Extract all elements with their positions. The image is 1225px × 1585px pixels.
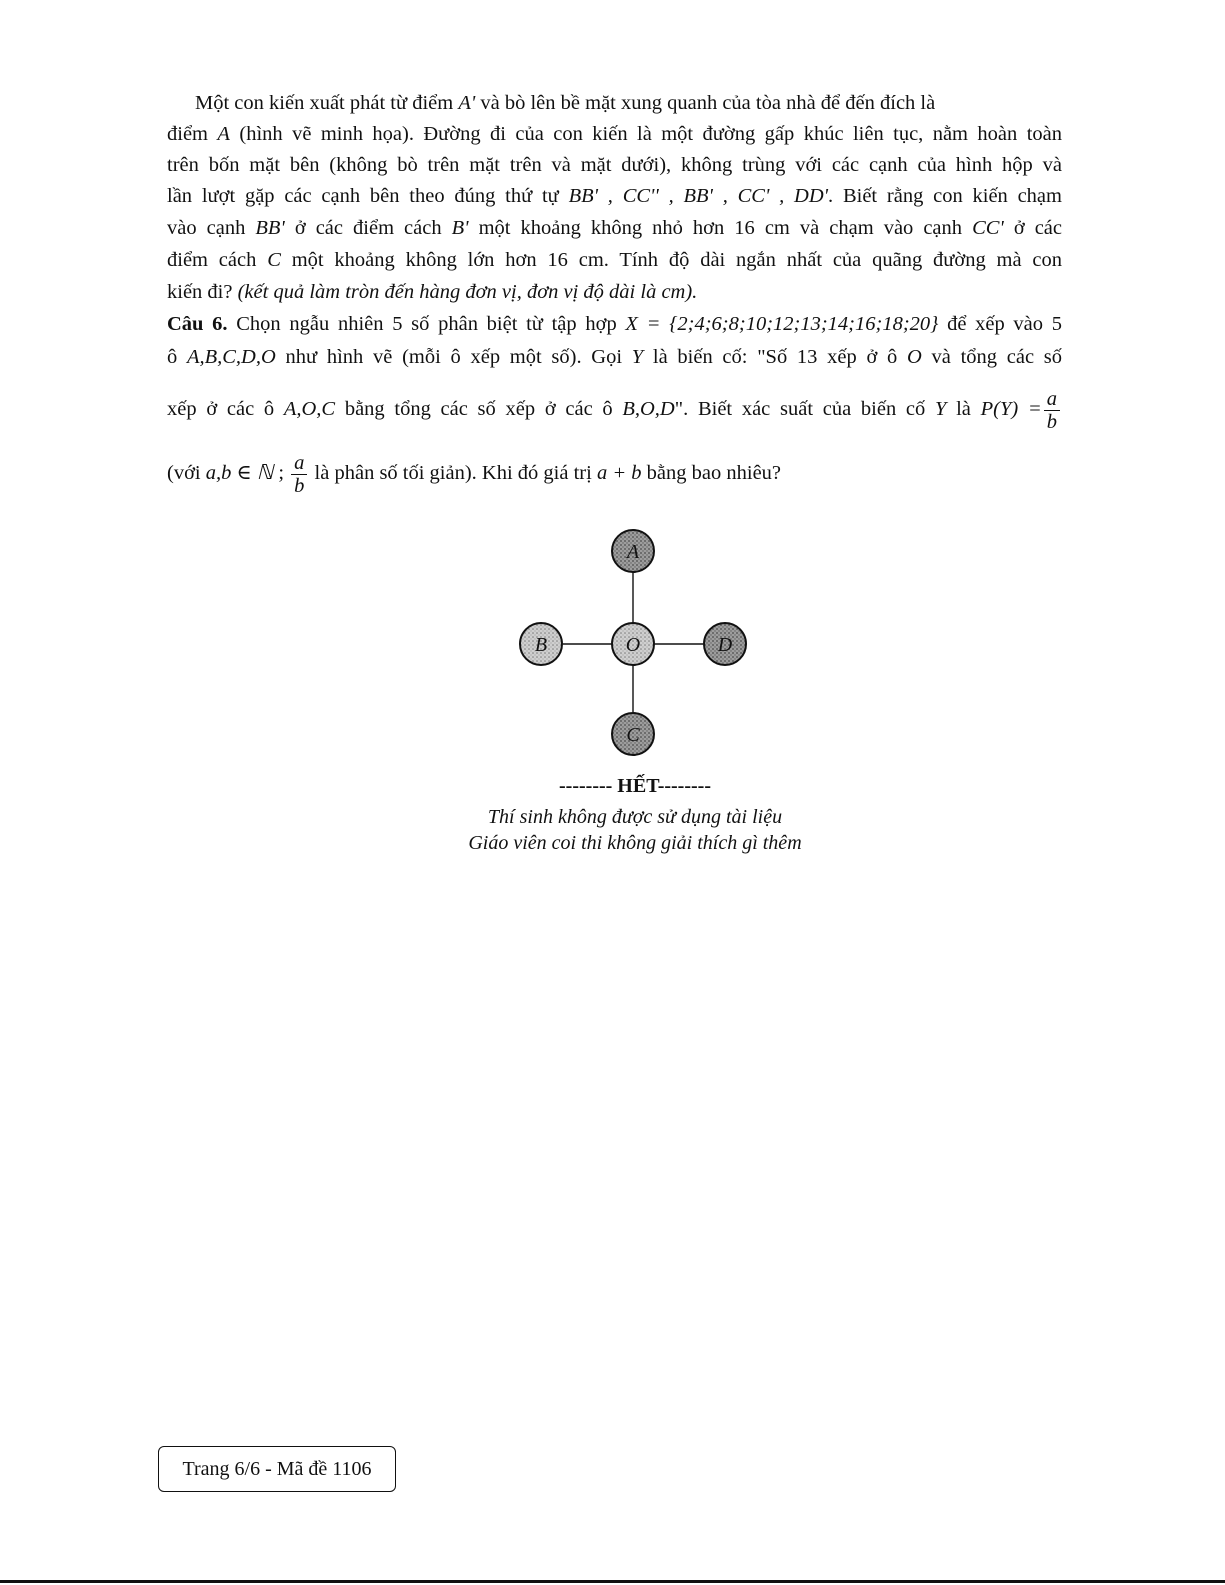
text: kiến đi? bbox=[167, 281, 238, 303]
text: xếp ở các ô bbox=[167, 398, 284, 420]
text: . Biết rằng con kiến chạm bbox=[828, 185, 1062, 207]
text: là biến cố: "Số 13 xếp ở ô bbox=[643, 346, 907, 368]
paragraph-line-2 bbox=[167, 119, 1062, 149]
text: là bbox=[946, 398, 981, 420]
fraction-numerator: a bbox=[291, 452, 307, 475]
paragraph-line-4 bbox=[167, 181, 1062, 211]
node-a bbox=[612, 530, 654, 572]
node-b bbox=[520, 623, 562, 665]
node-label-b: B bbox=[534, 634, 548, 656]
text: ". Biết xác suất của biến cố bbox=[674, 398, 935, 420]
math-text: X = {2;4;6;8;10;12;13;14;16;18;20} bbox=[625, 313, 939, 335]
text: điểm bbox=[167, 123, 218, 145]
text: một khoảng không lớn hơn 16 cm. Tính độ dài ngắn nhất của quãng đường mà con bbox=[280, 249, 1062, 271]
math-text: BB' , CC'' , BB' , CC' , DD' bbox=[568, 185, 829, 207]
node-c bbox=[612, 713, 654, 755]
math-text: B' bbox=[451, 217, 469, 239]
end-note-1: Thí sinh không được sử dụng tài liệu bbox=[487, 806, 783, 828]
text: ô bbox=[167, 346, 187, 368]
fraction-numerator: a bbox=[1044, 388, 1060, 411]
question-6-line-1 bbox=[167, 309, 1062, 339]
text: để xếp vào 5 bbox=[938, 313, 1062, 335]
end-marker: -------- HẾT-------- bbox=[559, 775, 711, 797]
text: vào cạnh bbox=[167, 217, 256, 239]
math-text: BB' bbox=[255, 217, 285, 239]
text: và tổng các số bbox=[921, 346, 1063, 368]
paragraph-line-6 bbox=[167, 245, 1062, 275]
cross-diagram bbox=[500, 520, 760, 770]
text: điểm cách bbox=[167, 249, 268, 271]
fraction-denominator: b bbox=[294, 474, 305, 497]
text: ở các bbox=[1003, 217, 1062, 239]
node-label-c: C bbox=[626, 724, 640, 746]
node-label-d: D bbox=[717, 634, 733, 656]
node-d bbox=[704, 623, 746, 665]
text: (với bbox=[167, 462, 206, 484]
paragraph-line-7 bbox=[167, 277, 1062, 307]
text: Một con kiến xuất phát từ điểm bbox=[195, 92, 459, 114]
math-text: a,b ∈ ℕ bbox=[205, 462, 274, 484]
text: một khoảng không nhỏ hơn 16 cm và chạm vào cạnh bbox=[468, 217, 973, 239]
math-text: A' bbox=[458, 92, 476, 114]
paragraph-line-1 bbox=[195, 88, 995, 118]
bottom-border bbox=[0, 1580, 1225, 1583]
fraction-denominator: b bbox=[1046, 410, 1058, 433]
text: Chọn ngẫu nhiên 5 số phân biệt từ tập hợp bbox=[227, 313, 626, 335]
node-o bbox=[612, 623, 654, 665]
fraction-a-over-b bbox=[1044, 388, 1060, 433]
question-6-line-3 bbox=[167, 386, 1062, 433]
math-text: A bbox=[217, 123, 230, 145]
math-text: C bbox=[267, 249, 281, 271]
fraction-a-over-b bbox=[291, 452, 307, 497]
math-text: Y bbox=[631, 346, 644, 368]
text: ở các điểm cách bbox=[284, 217, 452, 239]
end-note-2: Giáo viên coi thi không giải thích gì thêm bbox=[468, 832, 802, 854]
question-6-line-2 bbox=[167, 342, 1062, 372]
math-text: P(Y) = bbox=[980, 398, 1042, 420]
math-text: B,O,D bbox=[622, 398, 675, 420]
text: là phân số tối giản). Khi đó giá trị bbox=[309, 462, 597, 484]
math-text: A,O,C bbox=[283, 398, 336, 420]
math-text: Y bbox=[934, 398, 947, 420]
text: bằng bao nhiêu? bbox=[641, 462, 782, 484]
italic-note: (kết quả làm tròn đến hàng đơn vị, đơn vị độ dài là cm). bbox=[237, 281, 698, 303]
question-label: Câu 6. bbox=[167, 313, 228, 335]
text: (hình vẽ minh họa). Đường đi của con kiến là một đường gấp khúc liên tục, nằm hoàn toàn bbox=[229, 123, 1062, 145]
math-text: O bbox=[907, 346, 922, 368]
math-text: A,B,C,D,O bbox=[186, 346, 276, 368]
text: ; bbox=[273, 462, 290, 484]
text: bằng tổng các số xếp ở các ô bbox=[335, 398, 623, 420]
question-6-line-4 bbox=[167, 450, 1062, 497]
text: như hình vẽ (mỗi ô xếp một số). Gọi bbox=[275, 346, 632, 368]
page-footer-label: Trang 6/6 - Mã đề 1106 bbox=[158, 1446, 396, 1492]
paragraph-line-5 bbox=[167, 213, 1062, 243]
node-label-a: A bbox=[626, 541, 640, 563]
node-label-o: O bbox=[625, 634, 641, 656]
math-text: a + b bbox=[596, 462, 642, 484]
math-text: CC' bbox=[972, 217, 1004, 239]
paragraph-line-3: trên bốn mặt bên (không bò trên mặt trên và mặt dưới), không trùng với các cạnh của hình hộp và bbox=[167, 154, 1062, 176]
text: và bò lên bề mặt xung quanh của tòa nhà để đến đích là bbox=[475, 92, 936, 114]
text: lần lượt gặp các cạnh bên theo đúng thứ tự bbox=[167, 185, 569, 207]
